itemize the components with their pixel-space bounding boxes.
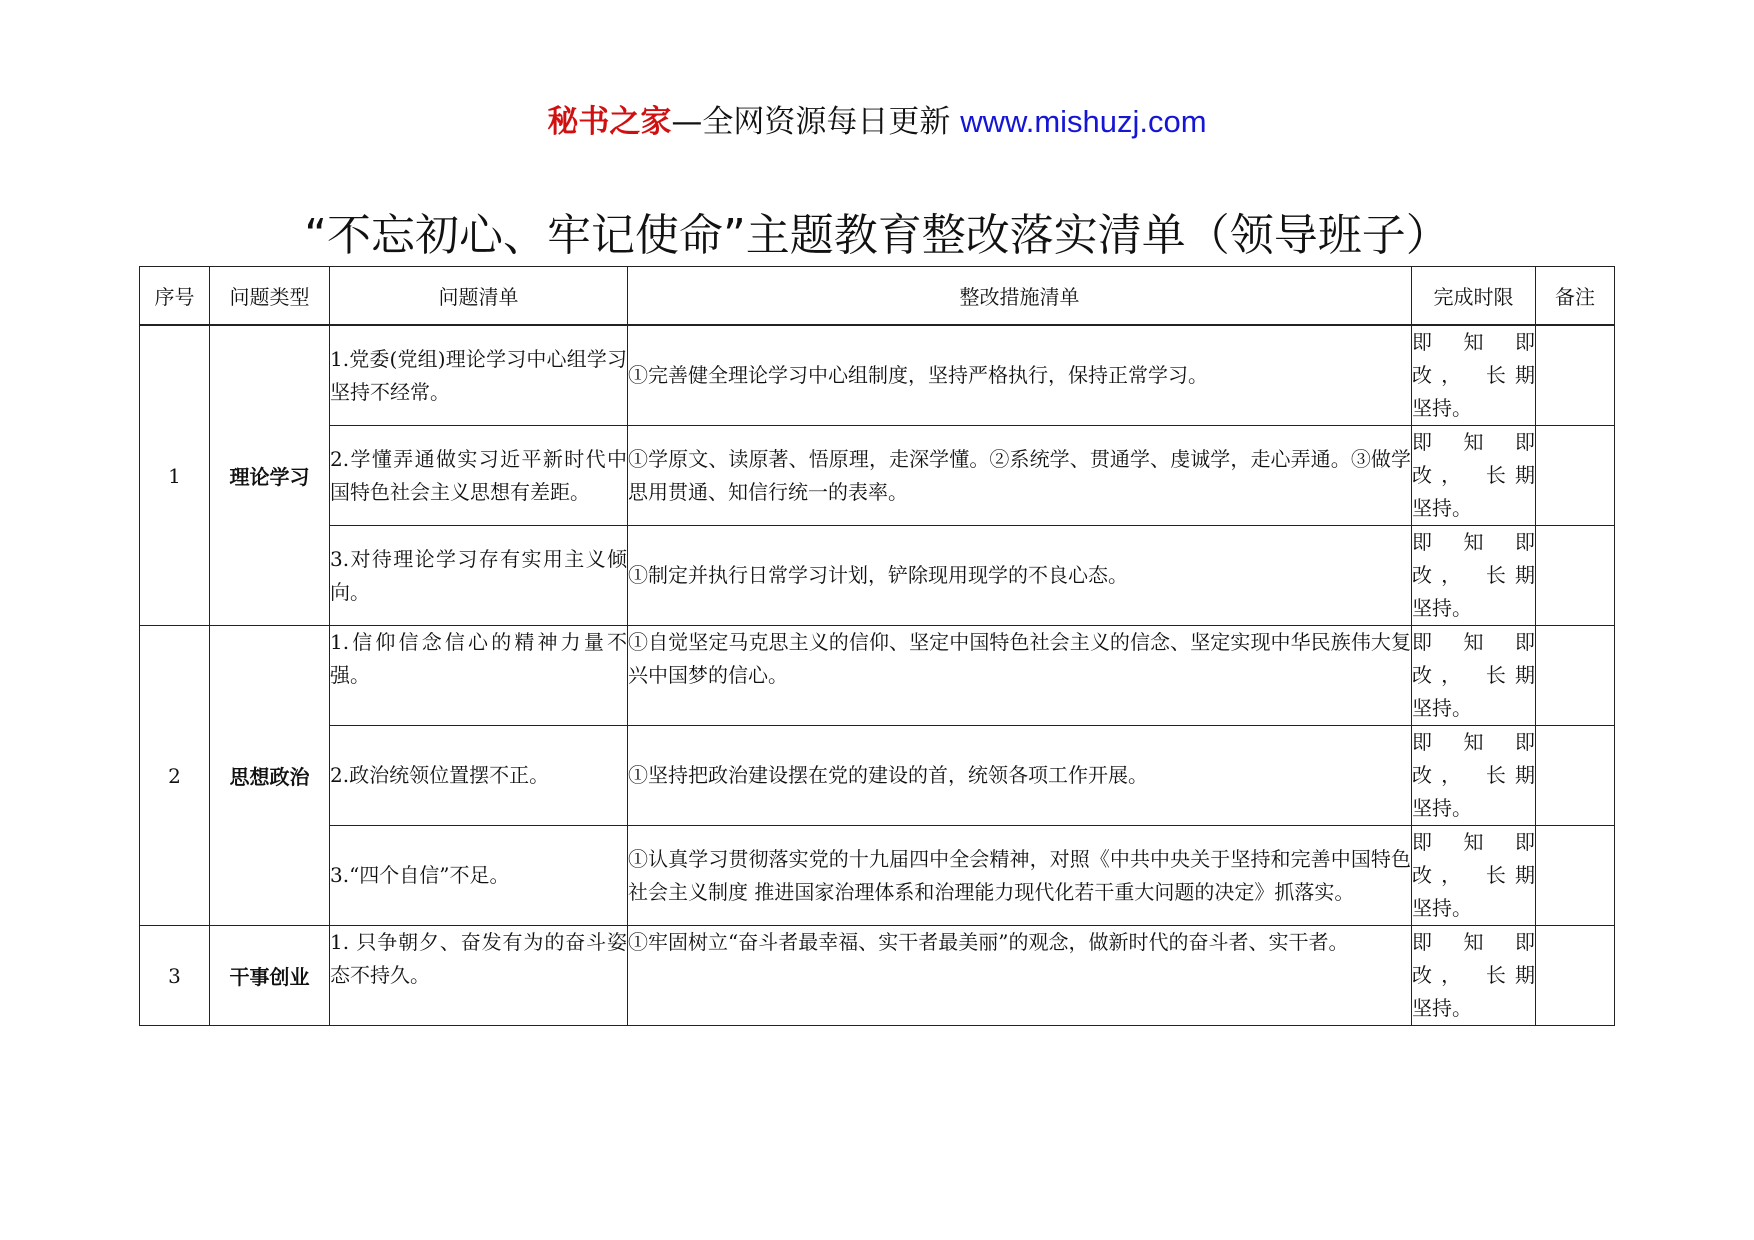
row-problem-type: 理论学习	[210, 325, 330, 626]
deadline-line: 坚持。	[1412, 996, 1472, 1020]
note-cell	[1536, 926, 1615, 1026]
site-brand: 秘书之家	[547, 104, 672, 140]
deadline-line: 即 知 即	[1412, 730, 1535, 754]
problem-cell: 3.对待理论学习存有实用主义倾向。	[330, 526, 628, 626]
column-header-note: 备注	[1536, 267, 1615, 326]
deadline-line: 改， 长期	[1412, 663, 1535, 687]
problem-cell: 1. 只争朝夕、奋发有为的奋斗姿态不持久。	[330, 926, 628, 1026]
deadline-cell	[1412, 426, 1536, 526]
note-cell	[1536, 526, 1615, 626]
problem-cell: 1.信仰信念信心的精神力量不强。	[330, 626, 628, 726]
note-cell	[1536, 826, 1615, 926]
deadline-line: 坚持。	[1412, 596, 1472, 620]
column-header-measure: 整改措施清单	[628, 267, 1412, 326]
rectification-table	[139, 266, 1615, 1026]
measure-cell: ①认真学习贯彻落实党的十九届四中全会精神，对照《中共中央关于坚持和完善中国特色社会主义制度 推进国家治理体系和治理能力现代化若干重大问题的决定》抓落实。	[628, 826, 1412, 926]
measure-cell: ①坚持把政治建设摆在党的建设的首，统领各项工作开展。	[628, 726, 1412, 826]
row-seq: 1	[140, 325, 210, 626]
table-row	[140, 626, 1615, 726]
measure-cell: ①自觉坚定马克思主义的信仰、坚定中国特色社会主义的信念、坚定实现中华民族伟大复兴中国梦的信心。	[628, 626, 1412, 726]
problem-cell: 1.党委(党组)理论学习中心组学习坚持不经常。	[330, 325, 628, 426]
deadline-cell	[1412, 526, 1536, 626]
note-cell	[1536, 726, 1615, 826]
measure-cell: ①牢固树立“奋斗者最幸福、实干者最美丽”的观念，做新时代的奋斗者、实干者。	[628, 926, 1412, 1026]
deadline-cell	[1412, 926, 1536, 1026]
site-url-link[interactable]: www.mishuzj.com	[960, 104, 1207, 139]
note-cell	[1536, 325, 1615, 426]
deadline-line: 坚持。	[1412, 496, 1472, 520]
table-row	[140, 325, 1615, 426]
table-header-row	[140, 267, 1615, 326]
table-row	[140, 826, 1615, 926]
table-row	[140, 426, 1615, 526]
note-cell	[1536, 626, 1615, 726]
measure-cell: ①学原文、读原著、悟原理，走深学懂。②系统学、贯通学、虔诚学，走心弄通。③做学思用贯通、知信行统一的表率。	[628, 426, 1412, 526]
document-title: “不忘初心、牢记使命”主题教育整改落实清单（领导班子）	[304, 210, 1450, 261]
deadline-line: 改， 长期	[1412, 363, 1535, 387]
row-problem-type: 干事创业	[210, 926, 330, 1026]
deadline-cell	[1412, 626, 1536, 726]
column-header-problem: 问题清单	[330, 267, 628, 326]
measure-cell: ①制定并执行日常学习计划，铲除现用现学的不良心态。	[628, 526, 1412, 626]
deadline-line: 即 知 即	[1412, 430, 1535, 454]
deadline-line: 坚持。	[1412, 896, 1472, 920]
problem-cell: 2.学懂弄通做实习近平新时代中国特色社会主义思想有差距。	[330, 426, 628, 526]
deadline-line: 即 知 即	[1412, 630, 1535, 654]
deadline-line: 改， 长期	[1412, 863, 1535, 887]
table-row	[140, 526, 1615, 626]
column-header-deadline: 完成时限	[1412, 267, 1536, 326]
deadline-line: 坚持。	[1412, 696, 1472, 720]
deadline-line: 即 知 即	[1412, 330, 1535, 354]
column-header-type: 问题类型	[210, 267, 330, 326]
problem-cell: 3.“四个自信”不足。	[330, 826, 628, 926]
deadline-cell	[1412, 826, 1536, 926]
deadline-cell	[1412, 325, 1536, 426]
row-problem-type: 思想政治	[210, 626, 330, 926]
table-row	[140, 726, 1615, 826]
deadline-line: 坚持。	[1412, 396, 1472, 420]
deadline-line: 即 知 即	[1412, 530, 1535, 554]
deadline-line: 改， 长期	[1412, 463, 1535, 487]
table-row	[140, 926, 1615, 1026]
deadline-line: 即 知 即	[1412, 830, 1535, 854]
note-cell	[1536, 426, 1615, 526]
deadline-line: 改， 长期	[1412, 963, 1535, 987]
row-seq: 3	[140, 926, 210, 1026]
site-header	[0, 102, 1754, 142]
column-header-seq: 序号	[140, 267, 210, 326]
deadline-line: 坚持。	[1412, 796, 1472, 820]
measure-cell: ①完善健全理论学习中心组制度，坚持严格执行，保持正常学习。	[628, 325, 1412, 426]
deadline-line: 即 知 即	[1412, 930, 1535, 954]
problem-cell: 2.政治统领位置摆不正。	[330, 726, 628, 826]
deadline-cell	[1412, 726, 1536, 826]
deadline-line: 改， 长期	[1412, 763, 1535, 787]
site-tagline: —全网资源每日更新	[671, 104, 951, 140]
row-seq: 2	[140, 626, 210, 926]
deadline-line: 改， 长期	[1412, 563, 1535, 587]
